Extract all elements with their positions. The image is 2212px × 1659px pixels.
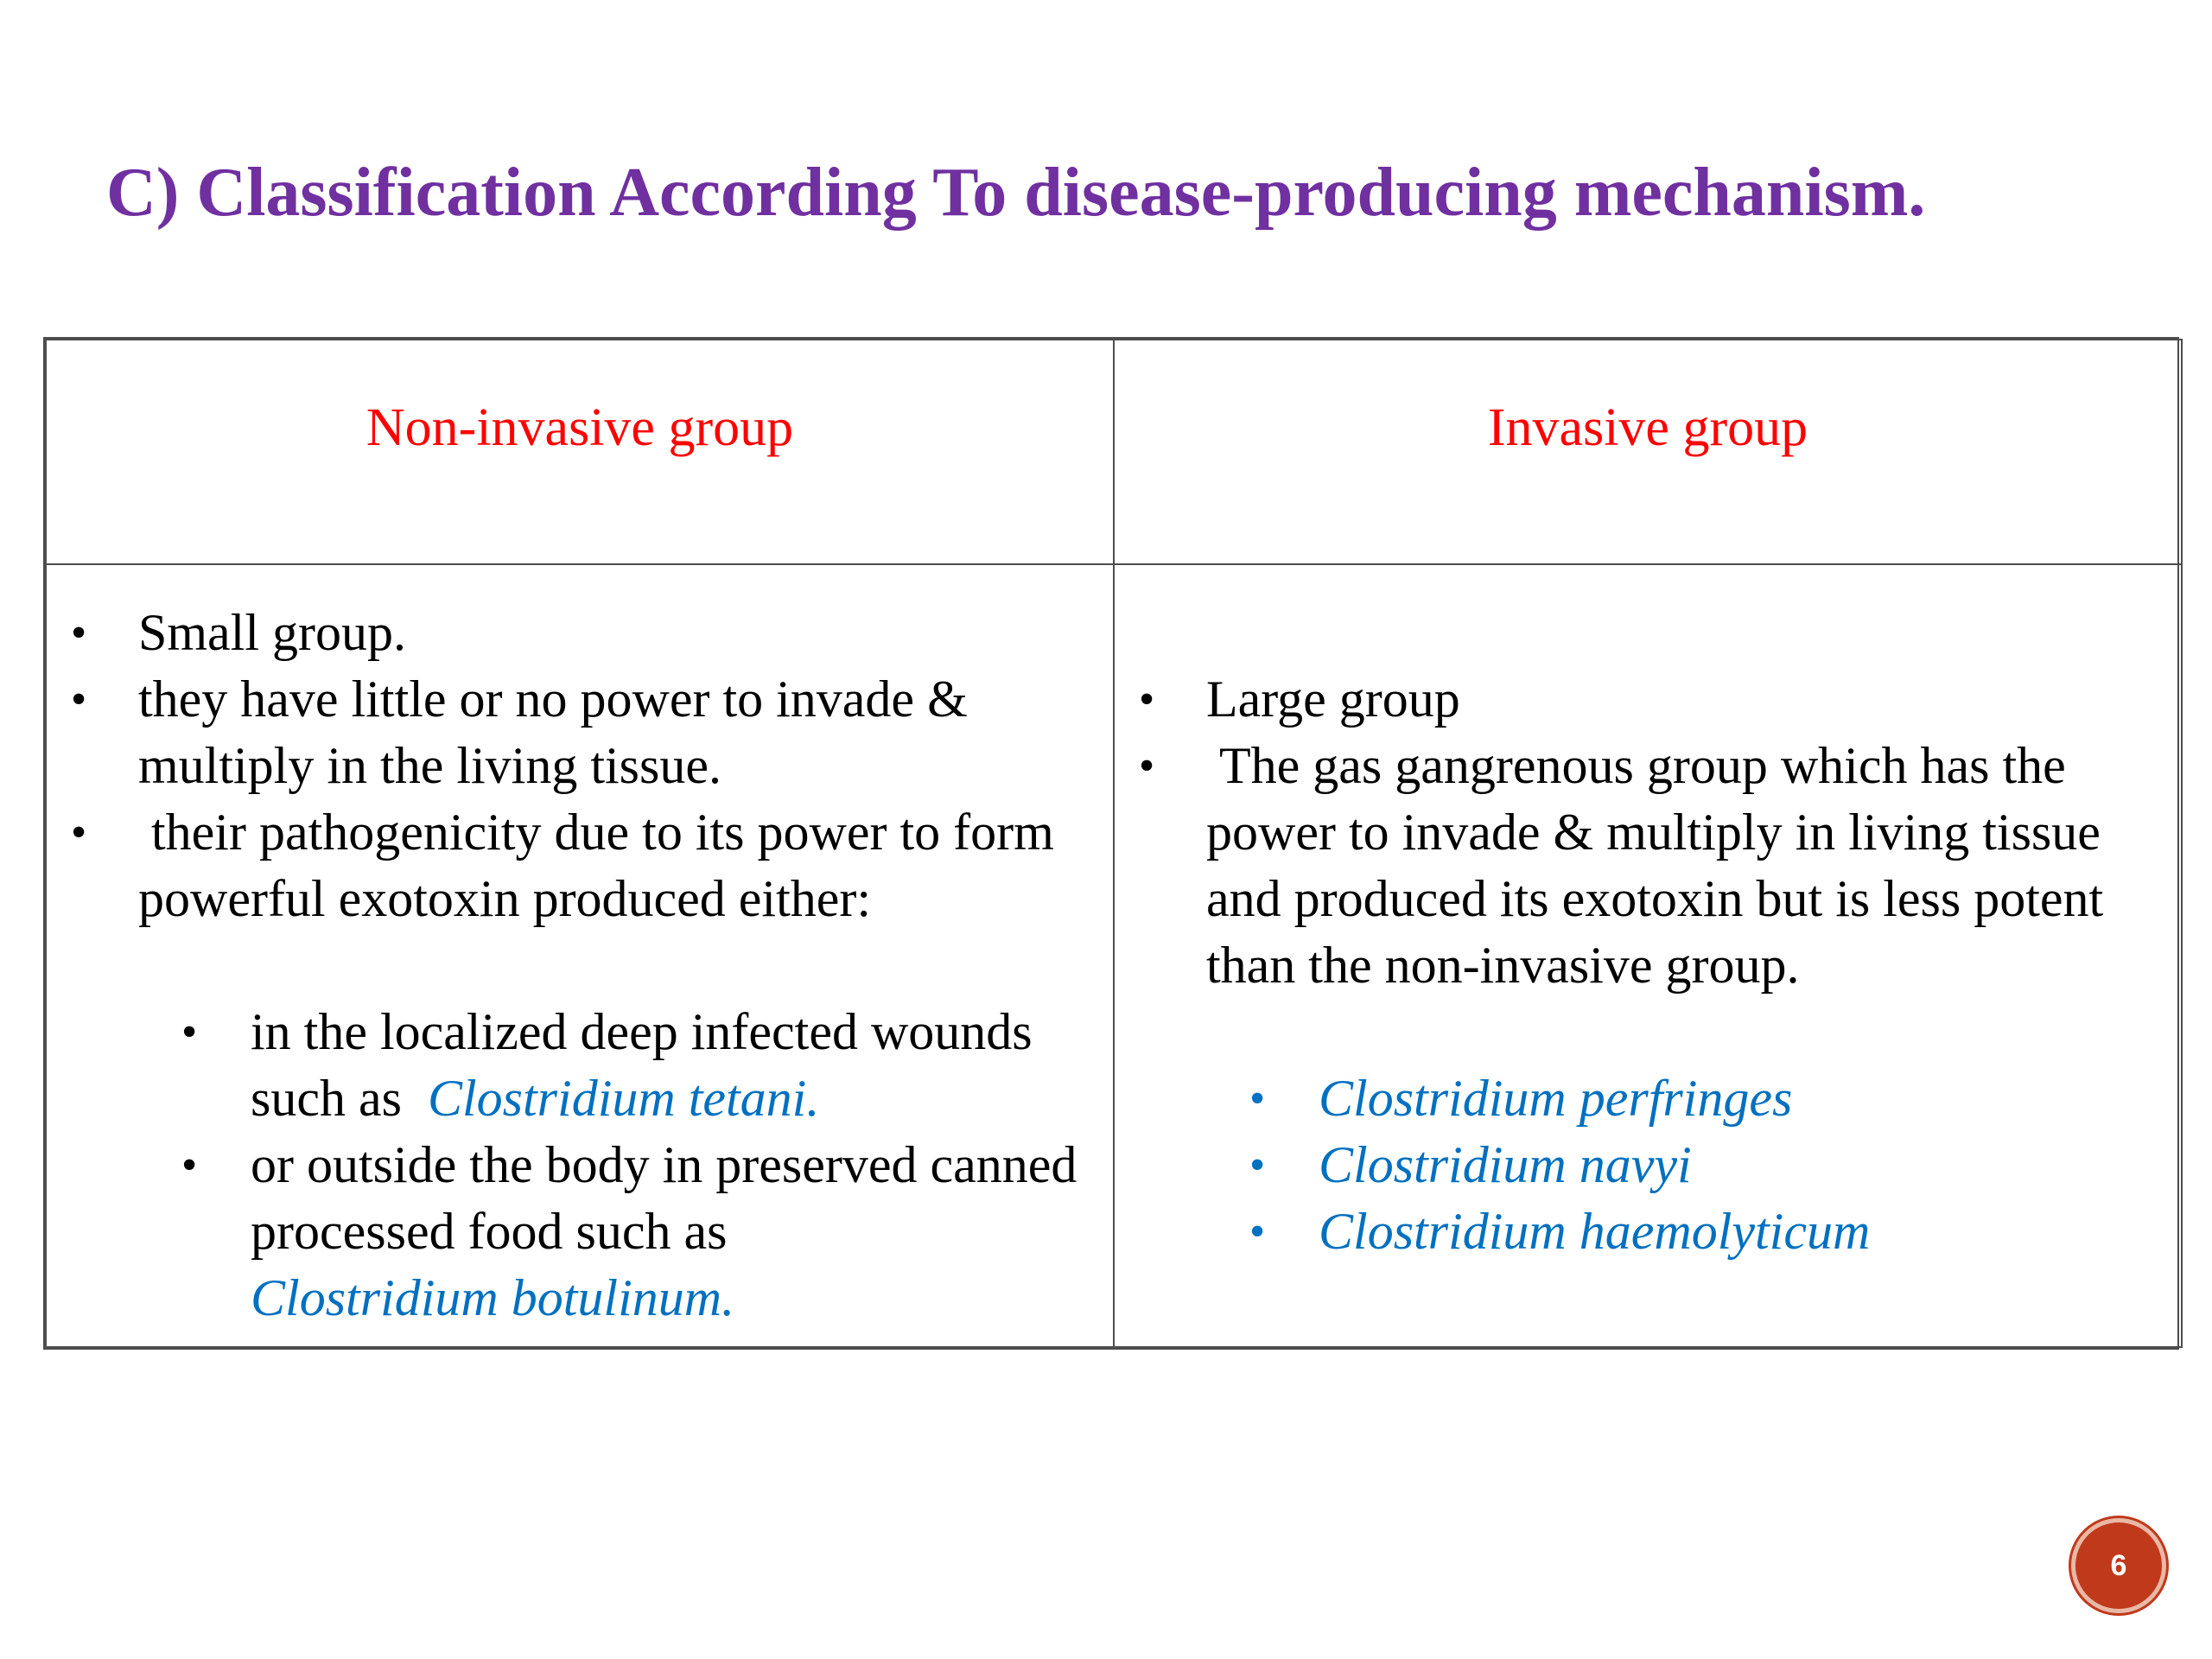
species-name: Clostridium perfringes	[1319, 1070, 1793, 1127]
list-item	[1115, 1065, 2183, 1132]
header-invasive: Invasive group	[1114, 340, 2182, 564]
invasive-species-list	[1115, 1065, 2183, 1265]
species-name: Clostridium haemolyticum	[1319, 1203, 1871, 1260]
point-text: they have little or no power to invade & multiply in the living tissue.	[138, 671, 968, 794]
bullet-icon: •	[71, 608, 87, 658]
slide-title: C) Classification According To disease-producing mechanism.	[106, 155, 1926, 231]
bullet-icon: •	[1139, 675, 1155, 724]
classification-table	[43, 337, 2179, 1350]
list-item	[1115, 1132, 2183, 1198]
species-name: Clostridium navyi	[1319, 1136, 1692, 1193]
list-item	[47, 799, 1115, 932]
sub-point-text: or outside the body in preserved canned processed food such as	[251, 1136, 1077, 1260]
page-number: 6	[2110, 1548, 2127, 1582]
list-item	[47, 600, 1115, 666]
bullet-icon: •	[1249, 1141, 1266, 1190]
invasive-points	[1115, 666, 2183, 999]
point-text: Large group	[1206, 671, 1460, 728]
list-item	[1115, 666, 2183, 733]
non-invasive-sub-points	[47, 999, 1115, 1332]
bullet-icon: •	[71, 675, 87, 724]
list-item	[47, 666, 1115, 799]
classification-table-grid	[45, 339, 2183, 1348]
point-text: their pathogenicity due to its power to form powerful exotoxin produced either:	[138, 804, 1067, 927]
page-number-badge	[2075, 1522, 2162, 1609]
list-item	[1115, 733, 2183, 999]
list-item	[47, 1132, 1115, 1332]
spacer	[1115, 999, 2183, 1065]
point-text: Small group.	[138, 604, 406, 661]
table-body-row	[46, 564, 2182, 1347]
spacer	[47, 932, 1115, 999]
bullet-icon: •	[181, 1007, 198, 1057]
non-invasive-content	[47, 600, 1115, 1332]
bullet-icon: •	[1139, 741, 1155, 791]
list-item	[1115, 1198, 2183, 1265]
non-invasive-points	[47, 600, 1115, 932]
sub-point-text: in the localized deep infected wounds such as	[251, 1003, 1046, 1127]
invasive-content	[1115, 666, 2183, 1265]
table-header-row	[46, 340, 2182, 564]
list-item	[47, 999, 1115, 1132]
bullet-icon: •	[71, 808, 87, 857]
bullet-icon: •	[1249, 1074, 1266, 1123]
bullet-icon: •	[1249, 1207, 1266, 1256]
invasive-cell	[1114, 564, 2182, 1347]
header-non-invasive: Non-invasive group	[46, 340, 1114, 564]
species-name: Clostridium tetani.	[427, 1070, 820, 1127]
point-text: The gas gangrenous group which has the power to invade & multiply in living tissue and produced its exotoxin but is less potent than the non-invasive group.	[1206, 737, 2117, 994]
non-invasive-cell	[46, 564, 1114, 1347]
species-name: Clostridium botulinum.	[251, 1269, 735, 1326]
bullet-icon: •	[181, 1141, 198, 1190]
